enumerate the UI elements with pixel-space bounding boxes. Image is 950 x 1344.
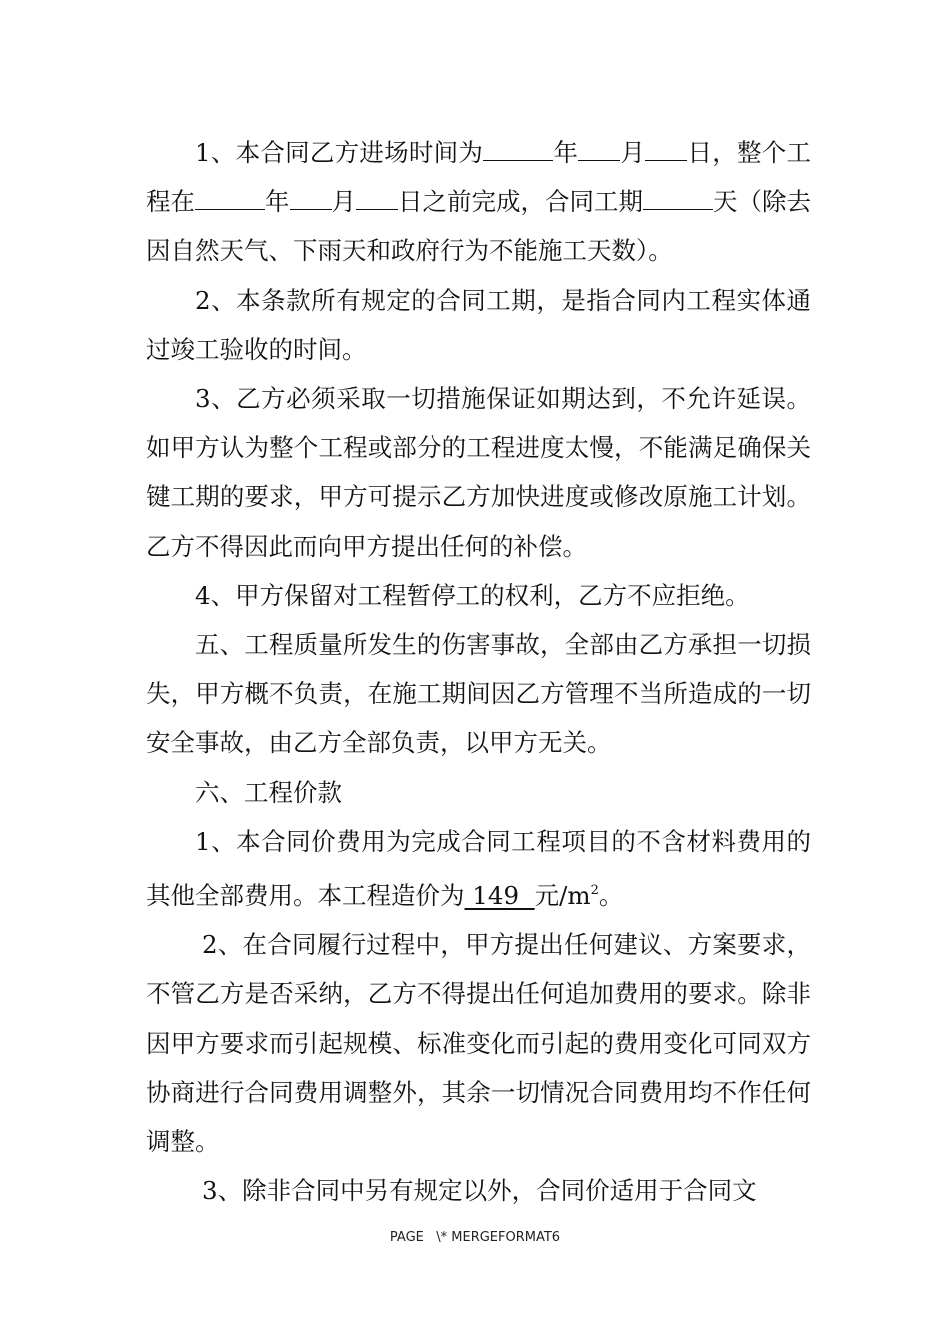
clause-4-1	[146, 128, 811, 276]
label-month-2: 月	[331, 187, 356, 217]
document-body	[146, 128, 811, 1215]
blank-end-month	[290, 185, 332, 210]
blank-duration-days	[643, 185, 713, 210]
clause-4-2: 2、本条款所有规定的合同工期，是指合同内工程实体通过竣工验收的时间。	[146, 285, 811, 364]
price-value: 149	[464, 881, 535, 911]
label-month-1: 月	[620, 138, 646, 167]
clause-5: 五、工程质量所发生的伤害事故，全部由乙方承担一切损失，甲方概不负责，在施工期间因乙方管理不当所造成的一切安全事故，由乙方全部负责，以甲方无关。	[146, 630, 811, 758]
clause-4-1-tail: 天（除去因自然天气、下雨天和政府行为不能施工天数）。	[146, 187, 811, 266]
price-unit: 元/m	[534, 881, 591, 911]
clause-6-1	[146, 817, 811, 920]
label-year-1: 年	[553, 138, 579, 167]
page-footer: PAGE \* MERGEFORMAT6	[389, 1230, 561, 1245]
price-unit-superscript: 2	[590, 883, 599, 899]
label-year-2: 年	[265, 187, 290, 217]
clause-6-3: 3、除非合同中另有规定以外，合同价适用于合同文	[202, 1176, 757, 1206]
clause-6-2: 2、在合同履行过程中，甲方提出任何建议、方案要求，不管乙方是否采纳，乙方不得提出任何追加费用的要求。除非因甲方要求而引起规模、标准变化而引起的费用变化可同双方协商进行合同费用调整外，其余一切情况合同费用均不作任何调整。	[146, 930, 811, 1157]
section-6-heading: 六、工程价款	[195, 777, 342, 807]
blank-start-month	[578, 136, 620, 161]
clause-6-1-text: 1、本合同价费用为完成合同工程项目的不含材料费用的其他全部费用。本工程造价为	[146, 826, 811, 911]
clause-4-1-start: 1、本合同乙方进场时间为	[195, 138, 484, 167]
blank-end-year	[195, 185, 265, 210]
clause-6-1-end: 。	[598, 881, 624, 911]
clause-4-4: 4、甲方保留对工程暂停工的权利，乙方不应拒绝。	[195, 580, 750, 610]
label-day-1: 日，整个工程在	[146, 138, 812, 217]
blank-start-year	[483, 136, 553, 161]
clause-4-3: 3、乙方必须采取一切措施保证如期达到，不允许延误。如甲方认为整个工程或部分的工程进度太慢，不能满足确保关键工期的要求，甲方可提示乙方加快进度或修改原施工计划。乙方不得因此而向甲方提出任何的补偿。	[146, 384, 811, 561]
blank-start-day	[645, 136, 687, 161]
blank-end-day	[356, 185, 398, 210]
label-day-2: 日之前完成，合同工期	[398, 187, 643, 217]
